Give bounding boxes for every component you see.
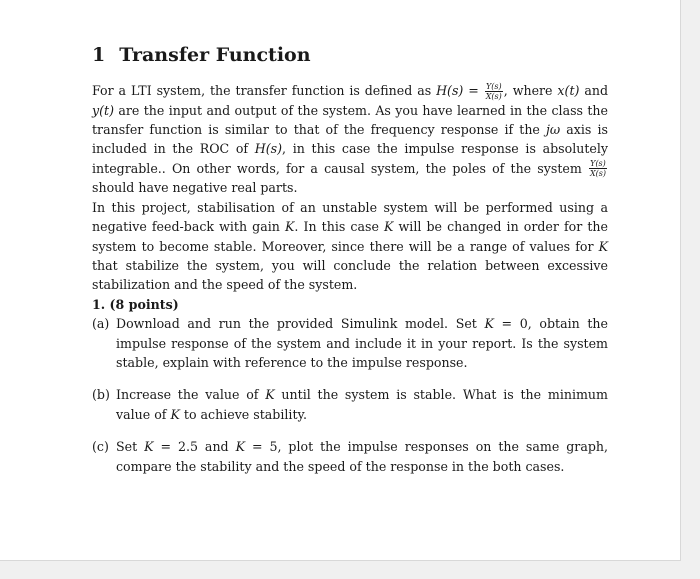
part-text: Increase the value of K until the system is stable. What is the minimum value of K to achieve stability.	[116, 387, 608, 422]
part-label: (b)	[92, 387, 110, 403]
system-fraction: $\frac{Y(s)}{X(s)}$	[589, 159, 606, 179]
question-part-c	[92, 437, 608, 476]
transfer-function-fraction: $\frac{Y(s)}{X(s)}$	[485, 81, 502, 101]
part-label: (c)	[92, 439, 109, 455]
section-heading	[92, 44, 311, 66]
question-part-b	[92, 385, 608, 424]
part-text: Download and run the provided Simulink model. Set K = 0, obtain the impulse response of the system and include it in your report. Is the system stable, explain with reference to the impulse response.	[116, 316, 608, 371]
question-parts	[92, 314, 608, 476]
intro-paragraph: For a LTI system, the transfer function is defined as H(s) = $\frac{Y(s)}{X(s)}$ , where x(t) and y(t) are the input and output of the system. As you have learned in the class the transfer function is similar to that of the frequency response if the jω axis is included in the ROC of H(s), in this case the impulse response is absolutely integrable.. On other words, for a causal system, the poles of the system $\frac{Y(s)}{X(s)}$ should have negative real parts.	[92, 81, 609, 196]
part-text: Set K = 2.5 and K = 5, plot the impulse responses on the same graph, compare the stability and the speed of the response in the both cases.	[116, 439, 608, 474]
question-heading: 1. (8 points)	[92, 296, 179, 312]
project-paragraph: In this project, stabilisation of an unstable system will be performed using a negative feed-back with gain K. In this case K will be changed in order for the system to become stable. Moreover, since there will be a range of values for K that stabilize the system, you will conclude the relation between excessive stabilization and the speed of the system.	[92, 199, 608, 293]
part-label: (a)	[92, 316, 110, 332]
section-number: 1	[92, 44, 106, 66]
question-part-a	[92, 314, 608, 372]
section-title: Transfer Function	[119, 44, 311, 66]
document-body	[92, 81, 608, 476]
